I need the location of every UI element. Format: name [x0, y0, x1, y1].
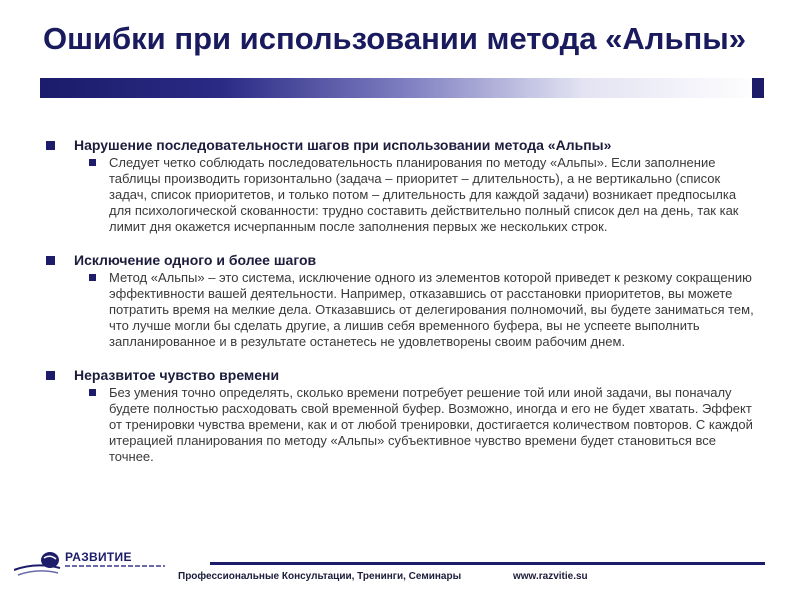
square-bullet-icon: [46, 371, 55, 380]
company-logo: [14, 550, 174, 580]
bullet-heading: Неразвитое чувство времени: [44, 367, 758, 384]
slide-content: [44, 137, 758, 482]
bullet-body: Метод «Альпы» – это система, исключение одного из элементов которой приведет к резкому сокращению эффективности вашей деятельности. Например, отказавшись от расстановки приоритетов, вы можете потратить время на мелкие дела. Отказавшись от делегирования полномочий, вы будете заниматься тем, что лучше могли бы сделать другие, а лишив себя временного буфера, вы не успеете выполнить запланированное и в результате останетесь не удовлетворены своим рабочим днем.: [89, 270, 758, 350]
square-bullet-icon: [89, 389, 96, 396]
square-bullet-icon: [46, 141, 55, 150]
bullet-section: [44, 137, 758, 235]
footer-divider: [210, 562, 765, 565]
bullet-section: [44, 367, 758, 465]
globe-logo-icon: [14, 550, 64, 580]
footer-url[interactable]: www.razvitie.su: [513, 571, 588, 582]
logo-subtitle: [65, 565, 165, 567]
title-underline-bar: [40, 78, 764, 98]
square-bullet-icon: [46, 256, 55, 265]
footer-tagline: Профессиональные Консультации, Тренинги, Семинары: [178, 571, 462, 582]
square-bullet-icon: [89, 274, 96, 281]
bullet-heading: Нарушение последовательности шагов при использовании метода «Альпы»: [44, 137, 758, 154]
bullet-body: Без умения точно определять, сколько времени потребует решение той или иной задачи, вы поначалу будете полностью расходовать свой временной буфер. Возможно, иногда и его не будет хватать. Эффект от тренировки чувства времени, как и от любой тренировки, достигается количеством повторов. С каждой итерацией планирования по методу «Альпы» субъективное чувство времени будет становиться все точнее.: [89, 385, 758, 465]
bullet-heading: Исключение одного и более шагов: [44, 252, 758, 269]
bullet-section: [44, 252, 758, 350]
square-bullet-icon: [89, 159, 96, 166]
slide-title: Ошибки при использовании метода «Альпы»: [43, 21, 746, 56]
logo-name: РАЗВИТИЕ: [65, 550, 132, 564]
bullet-body: Следует четко соблюдать последовательность планирования по методу «Альпы». Если заполнение таблицы производить горизонтально (задача – приоритет – длительность), а не вертикально (список задач, список приоритетов, и только потом – длительность для каждой задачи) возникает предпосылка для психологической скованности: трудно составить действительно полный список дел на день, так как лимит дня окажется исчерпанным после заполнения первых же нескольких строк.: [89, 155, 758, 235]
